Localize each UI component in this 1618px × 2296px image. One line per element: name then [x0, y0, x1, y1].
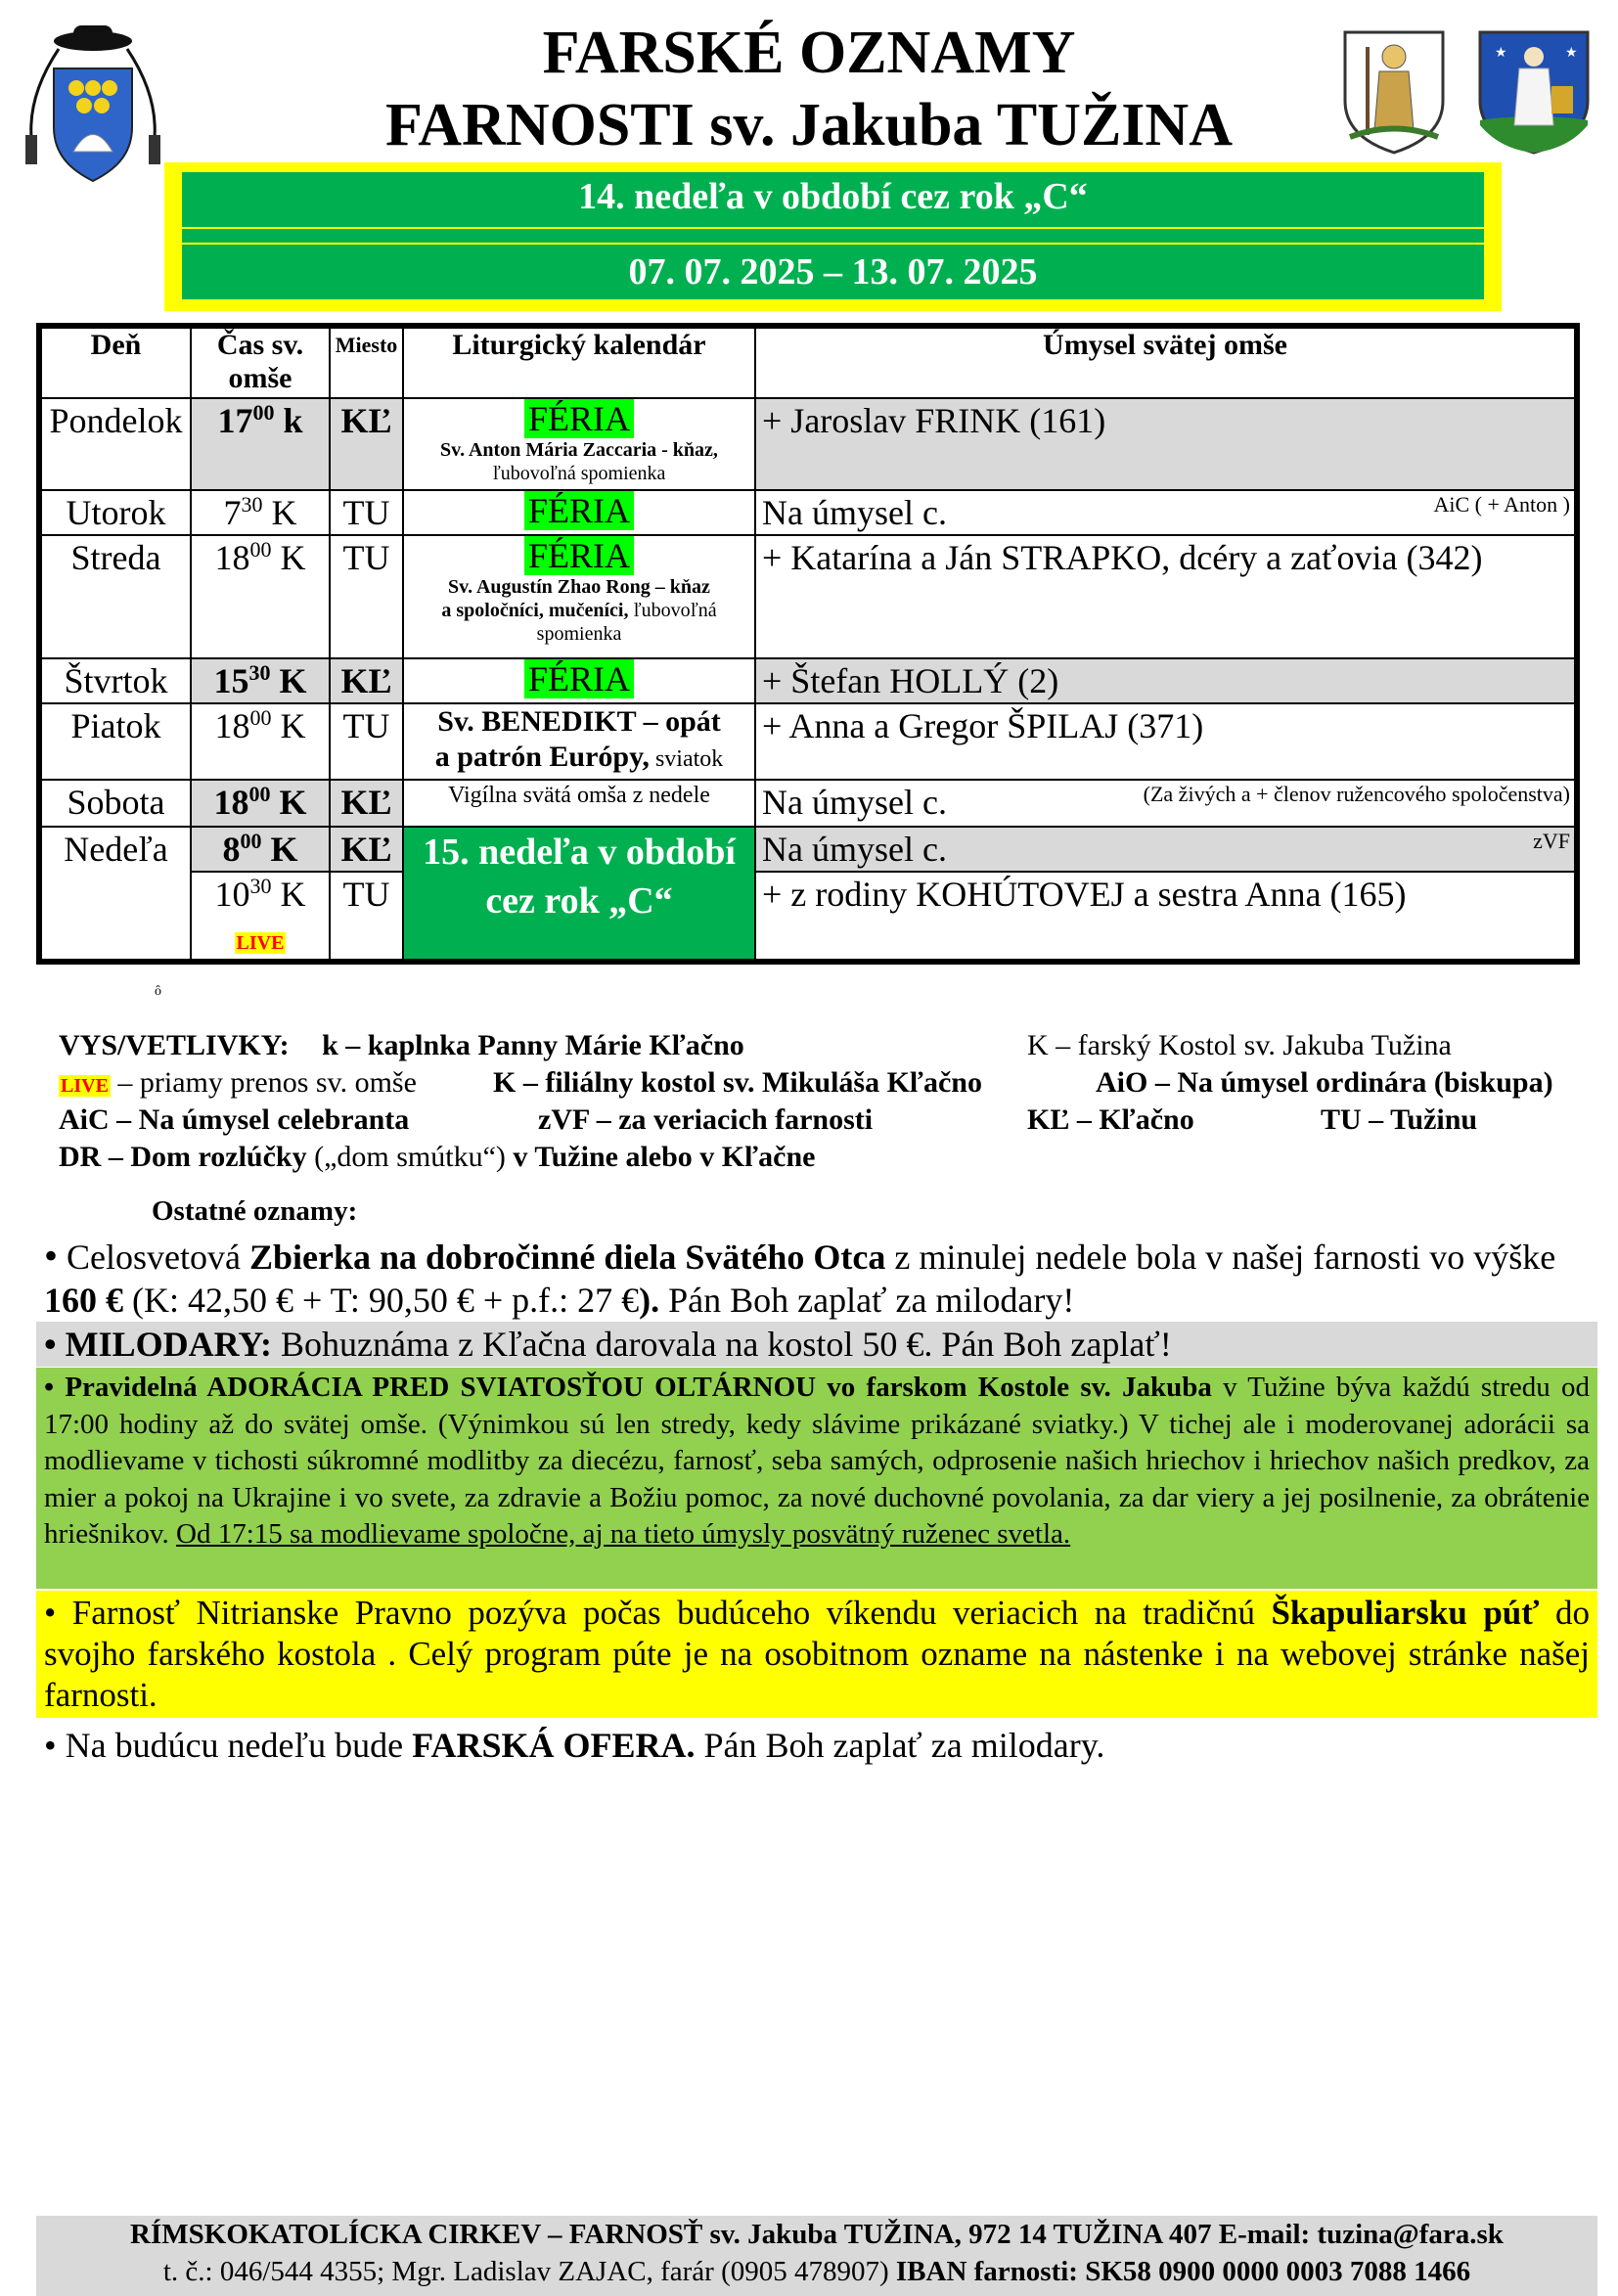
- place-cell: KĽ: [330, 827, 403, 872]
- legend-item: DR – Dom rozlúčky: [59, 1141, 307, 1173]
- table-row: [39, 872, 1577, 962]
- feria-label: FÉRIA: [524, 536, 634, 575]
- live-badge: LIVE: [236, 932, 285, 954]
- feria-label: FÉRIA: [524, 399, 634, 438]
- legend-item: AiO – Na úmysel ordinára (biskupa): [1096, 1066, 1553, 1099]
- header-day: Deň: [39, 326, 191, 398]
- table-row: [39, 535, 1577, 658]
- intention-cell: + Jaroslav FRINK (161): [755, 398, 1577, 490]
- header-liturgical: Liturgický kalendár: [403, 326, 755, 398]
- place-cell: TU: [330, 703, 403, 780]
- week-banner: [164, 162, 1502, 311]
- intention-note: (Za živých a + členov ružencového spoločenstva): [1143, 782, 1570, 806]
- place-cell: KĽ: [330, 398, 403, 490]
- table-row: [39, 658, 1577, 703]
- header-place: Miesto: [330, 326, 403, 398]
- day-cell: Utorok: [39, 490, 191, 535]
- header-intention: Úmysel svätej omše: [755, 326, 1577, 398]
- table-row: [39, 780, 1577, 827]
- live-badge: LIVE: [61, 1075, 109, 1097]
- time-cell: $18^{00}$ K: [191, 703, 330, 780]
- day-cell: Streda: [39, 535, 191, 658]
- legend-item: K – farský Kostol sv. Jakuba Tužina: [1027, 1029, 1452, 1061]
- intention-cell: + z rodiny KOHÚTOVEJ a sestra Anna (165): [755, 872, 1577, 962]
- day-cell: Pondelok: [39, 398, 191, 490]
- liturgical-cell: FÉRIA Sv. Augustín Zhao Rong – kňaz a spoločníci, mučeníci, ľubovoľná spomienka: [403, 535, 755, 658]
- place-cell: TU: [330, 872, 403, 962]
- announcement-donations: • MILODARY: Bohuznáma z Kľačna darovala na kostol 50 €. Pán Boh zaplať!: [36, 1322, 1597, 1367]
- sunday-liturgical-cell: 15. nedeľa v období cez rok „C“: [403, 827, 755, 962]
- parish-title: FARNOSTI sv. Jakuba TUŽINA: [385, 92, 1233, 158]
- legend-item: zVF – za veriacich farnosti: [538, 1103, 874, 1136]
- week-dates: 07. 07. 2025 – 13. 07. 2025: [182, 245, 1484, 299]
- day-cell: Sobota: [39, 780, 191, 827]
- header-time: Čas sv. omše: [191, 326, 330, 398]
- legend: VYS/VETLIVKY: k – kaplnka Panny Márie Kľačno K – farský Kostol sv. Jakuba Tužina LIVE – priamy prenos sv. omše K – filiálny kostol sv. Mikuláša Kľačno AiO – Na úmysel ordinára (biskupa) AiC – Na úmysel celebranta zVF – za veriacich farnosti KĽ – Kľačno TU – Tužinu DR – Dom rozlúčky („dom smútku“) v Tužine alebo v Kľačne: [59, 1029, 1553, 1173]
- time-cell: $18^{00}$ K: [191, 535, 330, 658]
- banner-stripe: [182, 227, 1484, 245]
- intention-cell: Na úmysel c. zVF: [755, 827, 1577, 872]
- place-cell: TU: [330, 490, 403, 535]
- tiny-mark: ô: [155, 984, 161, 999]
- svg-text:★: ★: [1565, 45, 1578, 61]
- parish-coat-of-arms-icon: [20, 20, 166, 186]
- feria-label: FÉRIA: [524, 491, 634, 530]
- week-title: 14. nedeľa v období cez rok „C“: [182, 172, 1484, 227]
- intention-cell: + Katarína a Ján STRAPKO, dcéry a zaťovia (342): [755, 535, 1577, 658]
- liturgical-cell: Sv. BENEDIKT – opát a patrón Európy, sviatok: [403, 703, 755, 780]
- intention-cell: + Štefan HOLLÝ (2): [755, 658, 1577, 703]
- svg-text:★: ★: [1495, 45, 1507, 61]
- announcement-offering: • Na budúcu nedeľu bude FARSKÁ OFERA. Pán Boh zaplať za milodary.: [44, 1726, 1105, 1765]
- place-cell: KĽ: [330, 780, 403, 827]
- time-cell: $15^{30}$ K: [191, 658, 330, 703]
- table-row: [39, 827, 1577, 872]
- intention-note: zVF: [1533, 829, 1570, 853]
- feria-label: FÉRIA: [524, 659, 634, 698]
- liturgical-cell: [403, 490, 755, 535]
- table-row: [39, 398, 1577, 490]
- time-cell: $7^{30}$ K: [191, 490, 330, 535]
- page-title: FARSKÉ OZNAMY: [542, 20, 1076, 86]
- tuzina-coat-of-arms-icon: [1340, 27, 1448, 155]
- table-header-row: [39, 326, 1577, 398]
- intention-cell: Na úmysel c. (Za živých a + členov ružencového spoločenstva): [755, 780, 1577, 827]
- announcement-pilgrimage: • Farnosť Nitrianske Pravno pozýva počas budúceho víkendu veriacich na tradičnú Škapuliarsku púť do svojho farského kostola . Celý program púte je na osobitnom ozname na nástenke i na webovej stránke našej farnosti.: [36, 1591, 1597, 1718]
- intention-cell: Na úmysel c. AiC ( + Anton ): [755, 490, 1577, 535]
- announcement-adoration: • Pravidelná ADORÁCIA PRED SVIATOSŤOU OLTÁRNOU vo farskom Kostole sv. Jakuba v Tužine býva každú stredu od 17:00 hodiny až do svätej omše. (Výnimkou sú len stredy, kedy slávime prikázané sviatky.) V tichej ale i moderovanej adorácii sa modlievame v tichosti súkromné modlitby za diecézu, farnosť, seba samých, odprosenie našich hriechov i hriechov našich predkov, za mier a pokoj na Ukrajine i vo svete, za zdravie a Božiu pomoc, za nové duchovné povolania, za dar viery a jej posilnenie, za obrátenie hriešnikov. Od 17:15 sa modlievame spoločne, aj na tieto úmysly posvätný ruženec svetla.: [36, 1368, 1597, 1589]
- intention-note: AiC ( + Anton ): [1433, 492, 1570, 517]
- klacno-coat-of-arms-icon: [1475, 27, 1593, 155]
- table-row: [39, 490, 1577, 535]
- place-cell: KĽ: [330, 658, 403, 703]
- day-cell: Štvrtok: [39, 658, 191, 703]
- footer: [36, 2216, 1597, 2296]
- legend-item: k – kaplnka Panny Márie Kľačno: [322, 1029, 744, 1061]
- day-cell: Piatok: [39, 703, 191, 780]
- liturgical-cell: Vigílna svätá omša z nedele: [403, 780, 755, 827]
- legend-item: – priamy prenos sv. omše: [110, 1066, 417, 1099]
- time-cell: $18^{00}$ K: [191, 780, 330, 827]
- intention-cell: + Anna a Gregor ŠPILAJ (371): [755, 703, 1577, 780]
- liturgical-cell: FÉRIA Sv. Anton Mária Zaccaria - kňaz, ľubovoľná spomienka: [403, 398, 755, 490]
- mass-schedule-table: [36, 323, 1580, 965]
- liturgical-cell: [403, 658, 755, 703]
- legend-item: KĽ – Kľačno: [1027, 1103, 1194, 1136]
- footer-address: RÍMSKOKATOLÍCKA CIRKEV – FARNOSŤ sv. Jakuba TUŽINA, 972 14 TUŽINA 407 E-mail: tuzina@fara.sk: [130, 2219, 1504, 2250]
- time-cell: $17^{00}$ k: [191, 398, 330, 490]
- day-cell: Nedeľa: [39, 827, 191, 962]
- time-cell: $8^{00}$ K: [191, 827, 330, 872]
- other-announcements-heading: Ostatné oznamy:: [152, 1195, 358, 1227]
- legend-title: VYS/VETLIVKY:: [59, 1029, 290, 1061]
- legend-item: AiC – Na úmysel celebranta: [59, 1103, 410, 1136]
- legend-item: TU – Tužinu: [1321, 1103, 1478, 1136]
- table-row: [39, 703, 1577, 780]
- place-cell: TU: [330, 535, 403, 658]
- announcement-collection: • Celosvetová Zbierka na dobročinné diela Svätého Otca z minulej nedele bola v našej farnosti vo výške 160 € (K: 42,50 € + T: 90,50 € + p.f.: 27 €). Pán Boh zaplať za milodary!: [44, 1234, 1556, 1320]
- footer-contact: t. č.: 046/544 4355; Mgr. Ladislav ZAJAC, farár (0905 478907) IBAN farnosti: SK58 0900 0000 0003 7088 1466: [162, 2256, 1471, 2287]
- legend-item: K – filiálny kostol sv. Mikuláša Kľačno: [493, 1066, 982, 1099]
- time-cell: $10^{30}$ K LIVE: [191, 872, 330, 962]
